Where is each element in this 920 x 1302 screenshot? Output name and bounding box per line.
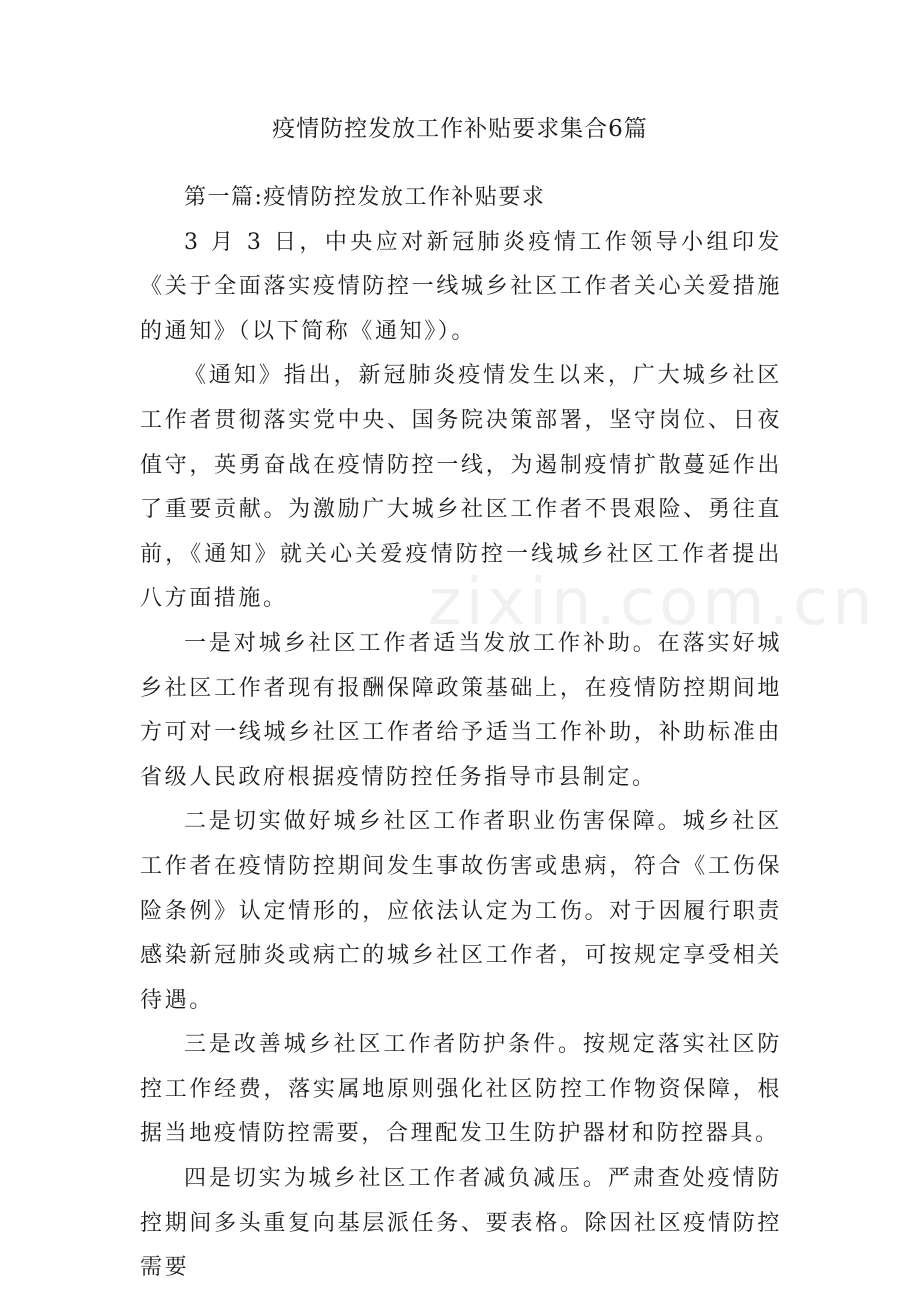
paragraph: 3 月 3 日，中央应对新冠肺炎疫情工作领导小组印发《关于全面落实疫情防控一线城乡社区工作者关心关爱措施的通知》（以下简称《通知》）。	[140, 229, 782, 344]
watermark: zixin.com.cn	[428, 566, 877, 640]
section-heading: 第一篇:疫情防控发放工作补贴要求	[184, 185, 546, 210]
document-body	[140, 176, 782, 1291]
document-title: 疫情防控发放工作补贴要求集合6篇	[272, 116, 648, 142]
paragraph: 三是改善城乡社区工作者防护条件。按规定落实社区防控工作经费，落实属地原则强化社区防控工作物资保障，根据当地疫情防控需要，合理配发卫生防护器材和防控器具。	[140, 1032, 782, 1147]
paragraph: 《通知》指出，新冠肺炎疫情发生以来，广大城乡社区工作者贯彻落实党中央、国务院决策部署，坚守岗位、日夜值守，英勇奋战在疫情防控一线，为遏制疫情扩散蔓延作出了重要贡献。为激励广大城乡社区工作者不畏艰险、勇往直前，《通知》就关心关爱疫情防控一线城乡社区工作者提出八方面措施。	[140, 363, 782, 612]
paragraph: 一是对城乡社区工作者适当发放工作补助。在落实好城乡社区工作者现有报酬保障政策基础上，在疫情防控期间地方可对一线城乡社区工作者给予适当工作补助，补助标准由省级人民政府根据疫情防控任务指导市县制定。	[140, 630, 782, 790]
paragraph: 四是切实为城乡社区工作者减负减压。严肃查处疫情防控期间多头重复向基层派任务、要表格。除因社区疫情防控需要	[140, 1166, 782, 1281]
paragraph: 二是切实做好城乡社区工作者职业伤害保障。城乡社区工作者在疫情防控期间发生事故伤害或患病，符合《工伤保险条例》认定情形的，应依法认定为工伤。对于因履行职责感染新冠肺炎或病亡的城乡社区工作者，可按规定享受相关待遇。	[140, 809, 782, 1013]
